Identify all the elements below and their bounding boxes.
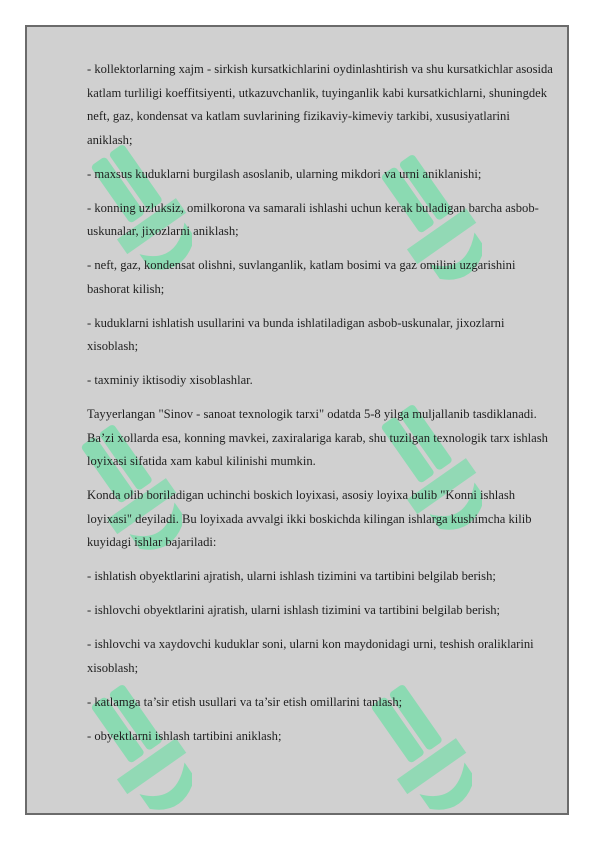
paragraph: - ishlatish obyektlarini ajratish, ularni ishlash tizimini va tartibini belgilab berish;	[87, 569, 496, 583]
paragraph: - ishlovchi va xaydovchi kuduklar soni, ularni kon maydonidagi urni, teshish oraliklarini xisoblash;	[87, 637, 534, 675]
paragraph: - konning uzluksiz, omilkorona va samarali ishlashi uchun kerak buladigan barcha asbob-uskunalar, jixozlarni aniklash;	[87, 200, 539, 238]
paragraph: - ishlovchi obyektlarini ajratish, ularni ishlash tizimini va tartibini belgilab berish;	[87, 603, 501, 617]
paragraph: - taxminiy iktisodiy xisoblashlar.	[87, 373, 253, 387]
document-body	[87, 58, 557, 759]
document-page	[25, 25, 569, 815]
paragraph: - maxsus kuduklarni burgilash asoslanib, ularning mikdori va urni aniklanishi;	[87, 166, 482, 181]
paragraph: - katlamga ta’sir etish usullari va ta’sir etish omillarini tanlash;	[87, 694, 403, 709]
paragraph: - neft, gaz, kondensat olishni, suvlanganlik, katlam bosimi va gaz omilini uzgarishini bashorat kilish;	[87, 258, 516, 296]
paragraph: Konda olib boriladigan uchinchi boskich loyixasi, asosiy loyixa bulib "Konni ishlash loyixasi" deyiladi. Bu loyixada avvalgi ikki boskichda kilingan ishlarga kushimcha kilib kuyidagi ishlar bajariladi:	[87, 488, 532, 549]
paragraph: - kollektorlarning xajm - sirkish kursatkichlarini oydinlashtirish va shu kursatkichlar asosida katlam turliligi koeffitsiyenti, utkazuvchanlik, tuyinganlik kabi kursatkichlarni, shuningdek neft, gaz, kondensat va katlam suvlarining fizikaviy-kimeviy tarkibi, xususiyatlarini aniklash;	[87, 62, 553, 147]
paragraph: - kuduklarni ishlatish usullarini va bunda ishlatiladigan asbob-uskunalar, jixozlarni xisoblash;	[87, 315, 505, 353]
paragraph: Tayyerlangan "Sinov - sanoat texnologik tarxi" odatda 5-8 yilga muljallanib tasdiklanadi. Ba’zi xollarda esa, konning mavkei, zaxiralariga karab, shu tuzilgan texnologik tarx ishlash loyixasi sifatida xam kabul kilinishi mumkin.	[87, 407, 548, 468]
paragraph: - obyektlarni ishlash tartibini aniklash;	[87, 728, 282, 743]
